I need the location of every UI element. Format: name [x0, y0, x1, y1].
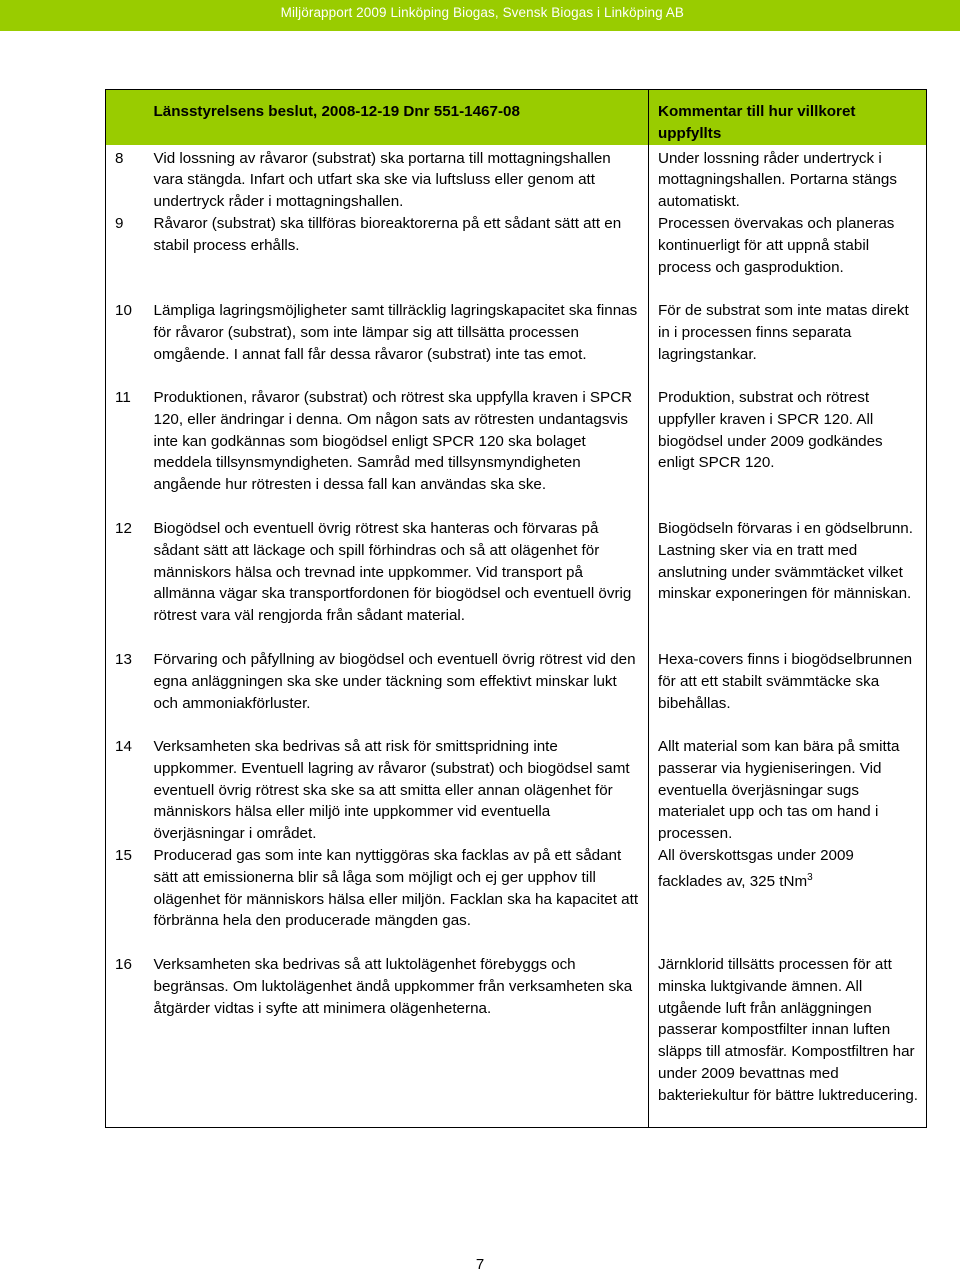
- condition-comment: För de substrat som inte matas direkt in i processen finns separata lagringstankar.: [649, 300, 927, 387]
- table-row: [106, 300, 927, 387]
- page-number: 7: [475, 1256, 485, 1273]
- condition-comment: Järnklorid tillsätts processen för att minska luktgivande ämnen. All utgående luft från anläggningen passerar kompostfilter innan luften släpps till atmosfär. Kompostfiltren har under 2009 bevattnas med bakteriekultur för bättre luktreducering.: [649, 954, 927, 1128]
- table-row: [106, 736, 927, 845]
- condition-text: Råvaror (substrat) ska tillföras bioreaktorerna på ett sådant sätt att en stabil process erhålls.: [153, 214, 622, 254]
- number-column-header: [106, 90, 154, 145]
- table-row: [106, 954, 927, 1128]
- condition-comment: Under lossning råder undertryck i mottagningshallen. Portarna stängs automatiskt.: [649, 145, 927, 213]
- page-header-bar: [0, 0, 960, 31]
- table-header-row: [106, 90, 927, 145]
- comment-text: All överskottsgas under 2009 facklades av, 325 tNm: [658, 846, 854, 890]
- decision-column-header: Länsstyrelsens beslut, 2008-12-19 Dnr 551-1467-08: [154, 90, 649, 145]
- table-row: [106, 649, 927, 736]
- condition-comment: Produktion, substrat och rötrest uppfyller kraven i SPCR 120. All biogödsel under 2009 godkändes enligt SPCR 120.: [649, 387, 927, 518]
- document-title: Miljörapport 2009 Linköping Biogas, Svensk Biogas i Linköping AB: [280, 5, 684, 20]
- condition-number: 13: [106, 649, 154, 736]
- condition-number: 14: [106, 736, 154, 845]
- table-row: [106, 387, 927, 518]
- table-row: [106, 145, 927, 213]
- condition-text: Producerad gas som inte kan nyttiggöras ska facklas av på ett sådant sätt att emissionerna blir så låga som möjligt och ej ger upphov till olägenhet för människors hälsa eller miljön. Facklan ska ha kapacitet att förbränna hela den producerade mängden gas.: [153, 846, 639, 930]
- condition-comment: Biogödseln förvaras i en gödselbrunn. Lastning sker via en tratt med anslutning under svämmtäcket vilket minskar exponeringen för människan.: [649, 518, 927, 649]
- condition-number: 8: [106, 145, 154, 213]
- condition-text: Biogödsel och eventuell övrig rötrest ska hanteras och förvaras på sådant sätt att läckage och spill förhindras och så att olägenhet för människors hälsa och trevnad inte uppkommer. Vid transport på allmänna vägar ska transportfordonen för biogödsel och eventuell övrig rötrest vara väl rengjorda från sådant material.: [153, 519, 632, 625]
- table-row: [106, 845, 927, 954]
- condition-number: 16: [106, 954, 154, 1128]
- condition-text: Förvaring och påfyllning av biogödsel och eventuell övrig rötrest vid den egna anläggningen ska ske under täckning som effektivt minskar lukt och ammoniakförluster.: [153, 650, 636, 712]
- comment-column-header: Kommentar till hur villkoret uppfyllts: [649, 90, 927, 145]
- condition-text: Verksamheten ska bedrivas så att risk för smittspridning inte uppkommer. Eventuell lagring av råvaror (substrat) och biogödsel samt eventuell övrig rötrest ska ske sa att smitta eller annan olägenhet för människors hälsa eller miljö inte uppkommer vid eventuella överjäsningar i området.: [153, 737, 630, 843]
- conditions-table: [105, 89, 927, 1128]
- condition-number: 15: [106, 845, 154, 954]
- table-row: [106, 518, 927, 649]
- condition-comment: Allt material som kan bära på smitta passerar via hygieniseringen. Vid eventuella överjäsningar sugs materialet upp och tas om hand i processen.: [649, 736, 927, 845]
- condition-number: 12: [106, 518, 154, 649]
- condition-text: Verksamheten ska bedrivas så att luktolägenhet förebyggs och begränsas. Om luktolägenhet ändå uppkommer från verksamheten ska åtgärder vidtas i syfte att minimera olägenheterna.: [153, 955, 633, 1017]
- unit-superscript: 3: [807, 871, 813, 883]
- condition-comment: Processen övervakas och planeras kontinuerligt för att uppnå stabil process och gasproduktion.: [649, 213, 927, 300]
- condition-text: Vid lossning av råvaror (substrat) ska portarna till mottagningshallen vara stängda. Infart och utfart ska ske via luftsluss eller genom att undertryck råder i mottagningshallen.: [153, 149, 611, 211]
- condition-number: 11: [106, 387, 154, 518]
- condition-number: 10: [106, 300, 154, 387]
- condition-comment: [649, 845, 927, 954]
- condition-text: Lämpliga lagringsmöjligheter samt tillräcklig lagringskapacitet ska finnas för råvaror (substrat), som inte lämpar sig att tillsätta processen omgående. I annat fall får dessa råvaror (substrat) inte tas emot.: [153, 301, 638, 363]
- condition-comment: Hexa-covers finns i biogödselbrunnen för att ett stabilt svämmtäcke ska bibehållas.: [649, 649, 927, 736]
- condition-number: 9: [106, 213, 154, 300]
- table-row: [106, 213, 927, 300]
- condition-text: Produktionen, råvaror (substrat) och rötrest ska uppfylla kraven i SPCR 120, eller ändringar i denna. Om någon sats av rötresten undantagsvis inte kan godkännas som biogödsel enligt SPCR 120 ska bolaget meddela tillsynsmyndigheten. Samråd med tillsynsmyndigheten angående hur rötresten i dessa fall kan användas ska ske.: [153, 388, 633, 494]
